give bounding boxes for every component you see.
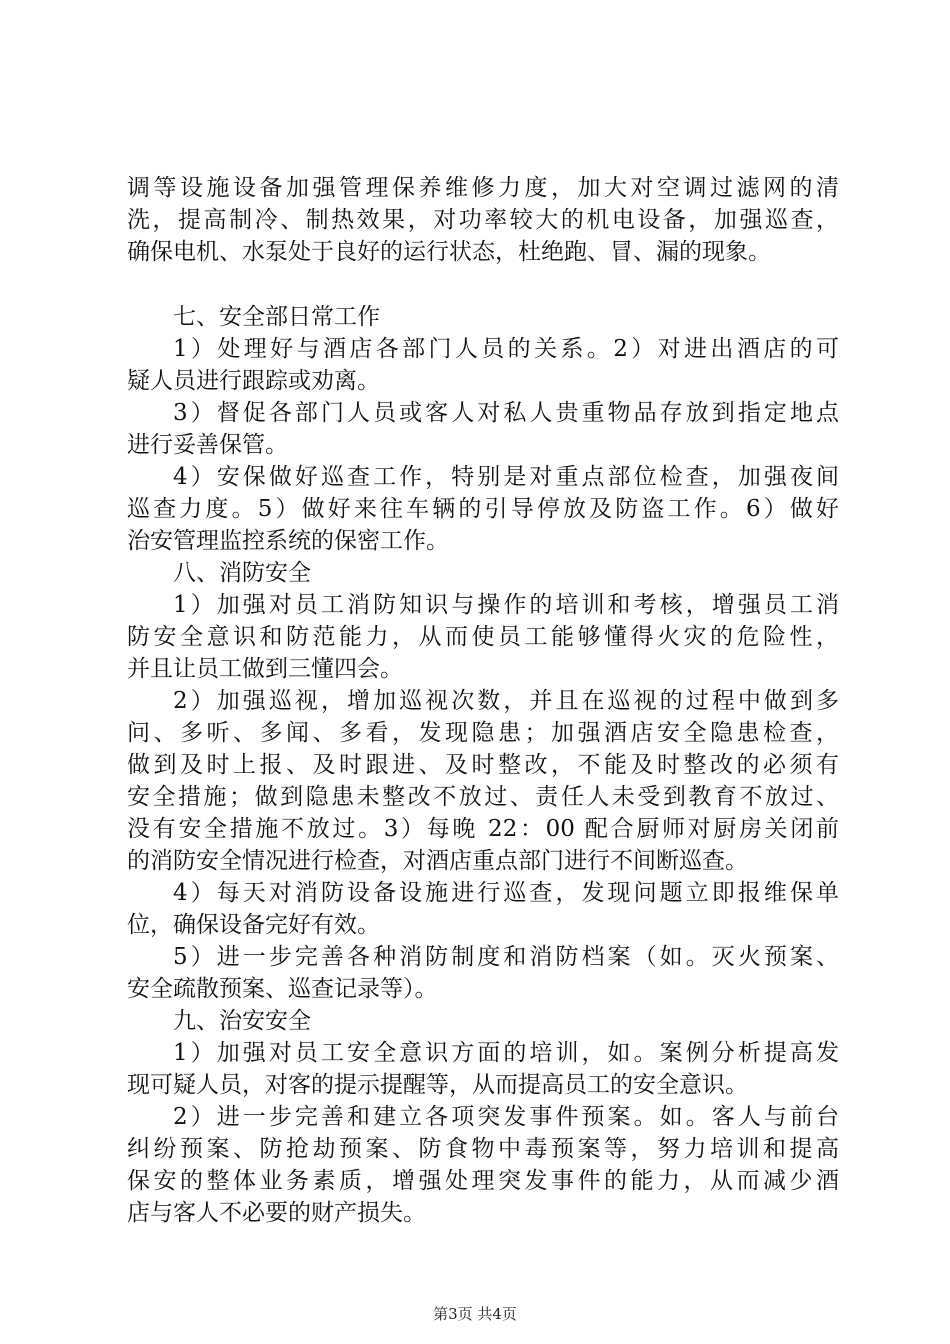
text-line: 现可疑人员，对客的提示提醒等，从而提高员工的安全意识。 bbox=[127, 1072, 748, 1098]
text-line: 4）安保做好巡查工作，特别是对重点部位检查，加强夜间 bbox=[173, 464, 839, 490]
text-line: 纠纷预案、防抢劫预案、防食物中毒预案等，努力培训和提高 bbox=[127, 1136, 839, 1162]
text-line: 巡查力度。5）做好来往车辆的引导停放及防盗工作。6）做好 bbox=[127, 496, 839, 522]
text-line: 防安全意识和防范能力，从而使员工能够懂得火灾的危险性， bbox=[127, 624, 839, 650]
section-heading-8: 八、消防安全 bbox=[173, 560, 311, 586]
text-line: 4）每天对消防设备设施进行巡查，发现问题立即报维保单 bbox=[173, 880, 839, 906]
text-line: 调等设施设备加强管理保养维修力度，加大对空调过滤网的清 bbox=[127, 175, 839, 201]
text-line: 做到及时上报、及时跟进、及时整改，不能及时整改的必须有 bbox=[127, 752, 839, 778]
text-line: 店与客人不必要的财产损失。 bbox=[127, 1200, 426, 1226]
text-line: 没有安全措施不放过。3）每晚 22：00 配合厨师对厨房关闭前 bbox=[127, 816, 839, 842]
text-line: 3）督促各部门人员或客人对私人贵重物品存放到指定地点 bbox=[173, 400, 839, 426]
text-line: 位，确保设备完好有效。 bbox=[127, 912, 380, 938]
text-line: 1）加强对员工消防知识与操作的培训和考核，增强员工消 bbox=[173, 592, 839, 618]
paragraph-gap bbox=[127, 268, 839, 301]
page-footer bbox=[0, 1304, 950, 1324]
text-line: 治安管理监控系统的保密工作。 bbox=[127, 528, 449, 554]
text-line: 安全疏散预案、巡查记录等）。 bbox=[127, 976, 438, 1002]
text-line: 5）进一步完善各种消防制度和消防档案（如。灭火预案、 bbox=[173, 944, 839, 970]
text-line: 2）进一步完善和建立各项突发事件预案。如。客人与前台 bbox=[173, 1104, 839, 1130]
text-line: 疑人员进行跟踪或劝离。 bbox=[127, 368, 380, 394]
document-body bbox=[127, 172, 839, 1229]
section-heading-9: 九、治安安全 bbox=[173, 1008, 311, 1034]
section-heading-7: 七、安全部日常工作 bbox=[173, 304, 380, 330]
text-line: 确保电机、水泵处于良好的运行状态，杜绝跑、冒、漏的现象。 bbox=[127, 239, 771, 265]
text-line: 并且让员工做到三懂四会。 bbox=[127, 656, 403, 682]
text-line: 问、多听、多闻、多看，发现隐患；加强酒店安全隐患检查， bbox=[127, 720, 839, 746]
text-line: 进行妥善保管。 bbox=[127, 432, 288, 458]
text-line: 保安的整体业务素质，增强处理突发事件的能力，从而减少酒 bbox=[127, 1168, 839, 1194]
text-line: 的消防安全情况进行检查，对酒店重点部门进行不间断巡查。 bbox=[127, 848, 748, 874]
text-line: 1）加强对员工安全意识方面的培训，如。案例分析提高发 bbox=[173, 1040, 839, 1066]
text-line: 安全措施；做到隐患未整改不放过、责任人未受到教育不放过、 bbox=[127, 784, 839, 810]
text-line: 2）加强巡视，增加巡视次数，并且在巡视的过程中做到多 bbox=[173, 688, 839, 714]
page-number: 第3页 共4页 bbox=[433, 1305, 517, 1323]
text-line: 1）处理好与酒店各部门人员的关系。2）对进出酒店的可 bbox=[173, 336, 839, 362]
text-line: 洗，提高制冷、制热效果，对功率较大的机电设备，加强巡查， bbox=[127, 207, 839, 233]
